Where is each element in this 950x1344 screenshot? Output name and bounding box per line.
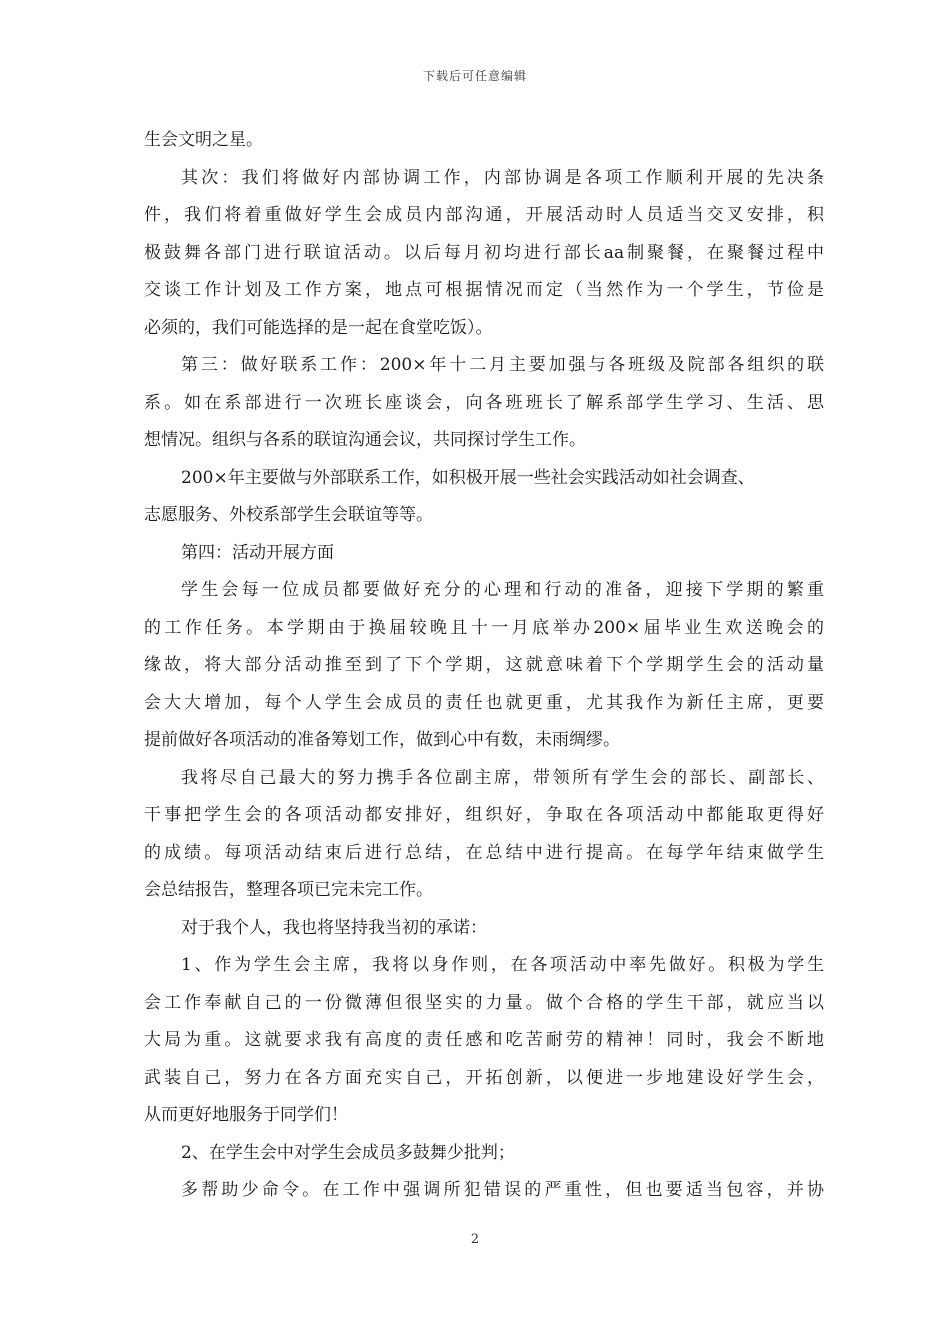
- text-line: 其次：我们将做好内部协调工作，内部协调是各项工作顺利开展的先决条: [181, 167, 824, 188]
- text-line: 对于我个人，我也将坚持我当初的承诺：: [181, 917, 487, 938]
- text-line: 必须的，我们可能选择的是一起在食堂吃饭）。: [144, 317, 493, 338]
- text-line: 的工作任务。本学期由于换届较晚且十一月底举办200×届毕业生欢送晚会的: [144, 617, 824, 638]
- text-line: 想情况。组织与各系的联谊沟通会议，共同探讨学生工作。: [144, 430, 586, 450]
- text-line: 大局为重。这就要求我有高度的责任感和吃苦耐劳的精神！同时，我会不断地: [144, 1030, 824, 1050]
- text-line: 缘故，将大部分活动推至到了下个学期，这就意味着下个学期学生会的活动量: [144, 655, 824, 675]
- page-number: 2: [470, 1232, 480, 1247]
- text-line: 会总结报告，整理各项已完未完工作。: [144, 880, 433, 900]
- text-line: 件，我们将着重做好学生会成员内部沟通，开展活动时人员适当交叉安排，积: [144, 205, 824, 225]
- text-line: 1、作为学生会主席，我将以身作则，在各项活动中率先做好。积极为学生: [181, 955, 824, 975]
- text-line: 会工作奉献自己的一份微薄但很坚实的力量。做个合格的学生干部，就应当以: [144, 992, 824, 1013]
- text-line: 提前做好各项活动的准备筹划工作，做到心中有数，未雨绸缪。: [144, 730, 620, 750]
- text-line: 多帮助少命令。在工作中强调所犯错误的严重性，但也要适当包容，并协: [181, 1180, 824, 1200]
- text-line: 交谈工作计划及工作方案，地点可根据情况而定（当然作为一个学生，节俭是: [144, 280, 824, 300]
- text-line: 干事把学生会的各项活动都安排好，组织好，争取在各项活动中都能取更得好: [144, 805, 824, 825]
- document-body: [144, 122, 824, 1210]
- text-line: 2、在学生会中对学生会成员多鼓舞少批判；: [181, 1142, 515, 1163]
- text-line: 我将尽自己最大的努力携手各位副主席，带领所有学生会的部长、副部长、: [181, 767, 824, 788]
- text-line: 第四：活动开展方面: [181, 542, 334, 563]
- text-line: 学生会每一位成员都要做好充分的心理和行动的准备，迎接下学期的繁重: [181, 580, 824, 600]
- text-line: 的成绩。每项活动结束后进行总结，在总结中进行提高。在每学年结束做学生: [144, 842, 824, 863]
- text-line: 志愿服务、外校系部学生会联谊等等。: [144, 505, 433, 525]
- text-line: 200×年主要做与外部联系工作，如积极开展一些社会实践活动如社会调查、: [181, 467, 755, 488]
- text-line: 从而更好地服务于同学们！: [144, 1105, 348, 1125]
- text-line: 系。如在系部进行一次班长座谈会，向各班班长了解系部学生学习、生活、思: [144, 392, 824, 413]
- page-header: 下载后可任意编辑: [422, 69, 527, 83]
- text-line: 极鼓舞各部门进行联谊活动。以后每月初均进行部长aa制聚餐，在聚餐过程中: [144, 242, 824, 263]
- text-line: 第三：做好联系工作：200×年十二月主要加强与各班级及院部各组织的联: [181, 355, 824, 375]
- text-line: 生会文明之星。: [144, 130, 263, 150]
- text-line: 会大大增加，每个人学生会成员的责任也就更重，尤其我作为新任主席，更要: [144, 692, 824, 713]
- text-line: 武装自己，努力在各方面充实自己，开拓创新，以便进一步地建设好学生会，: [144, 1067, 824, 1088]
